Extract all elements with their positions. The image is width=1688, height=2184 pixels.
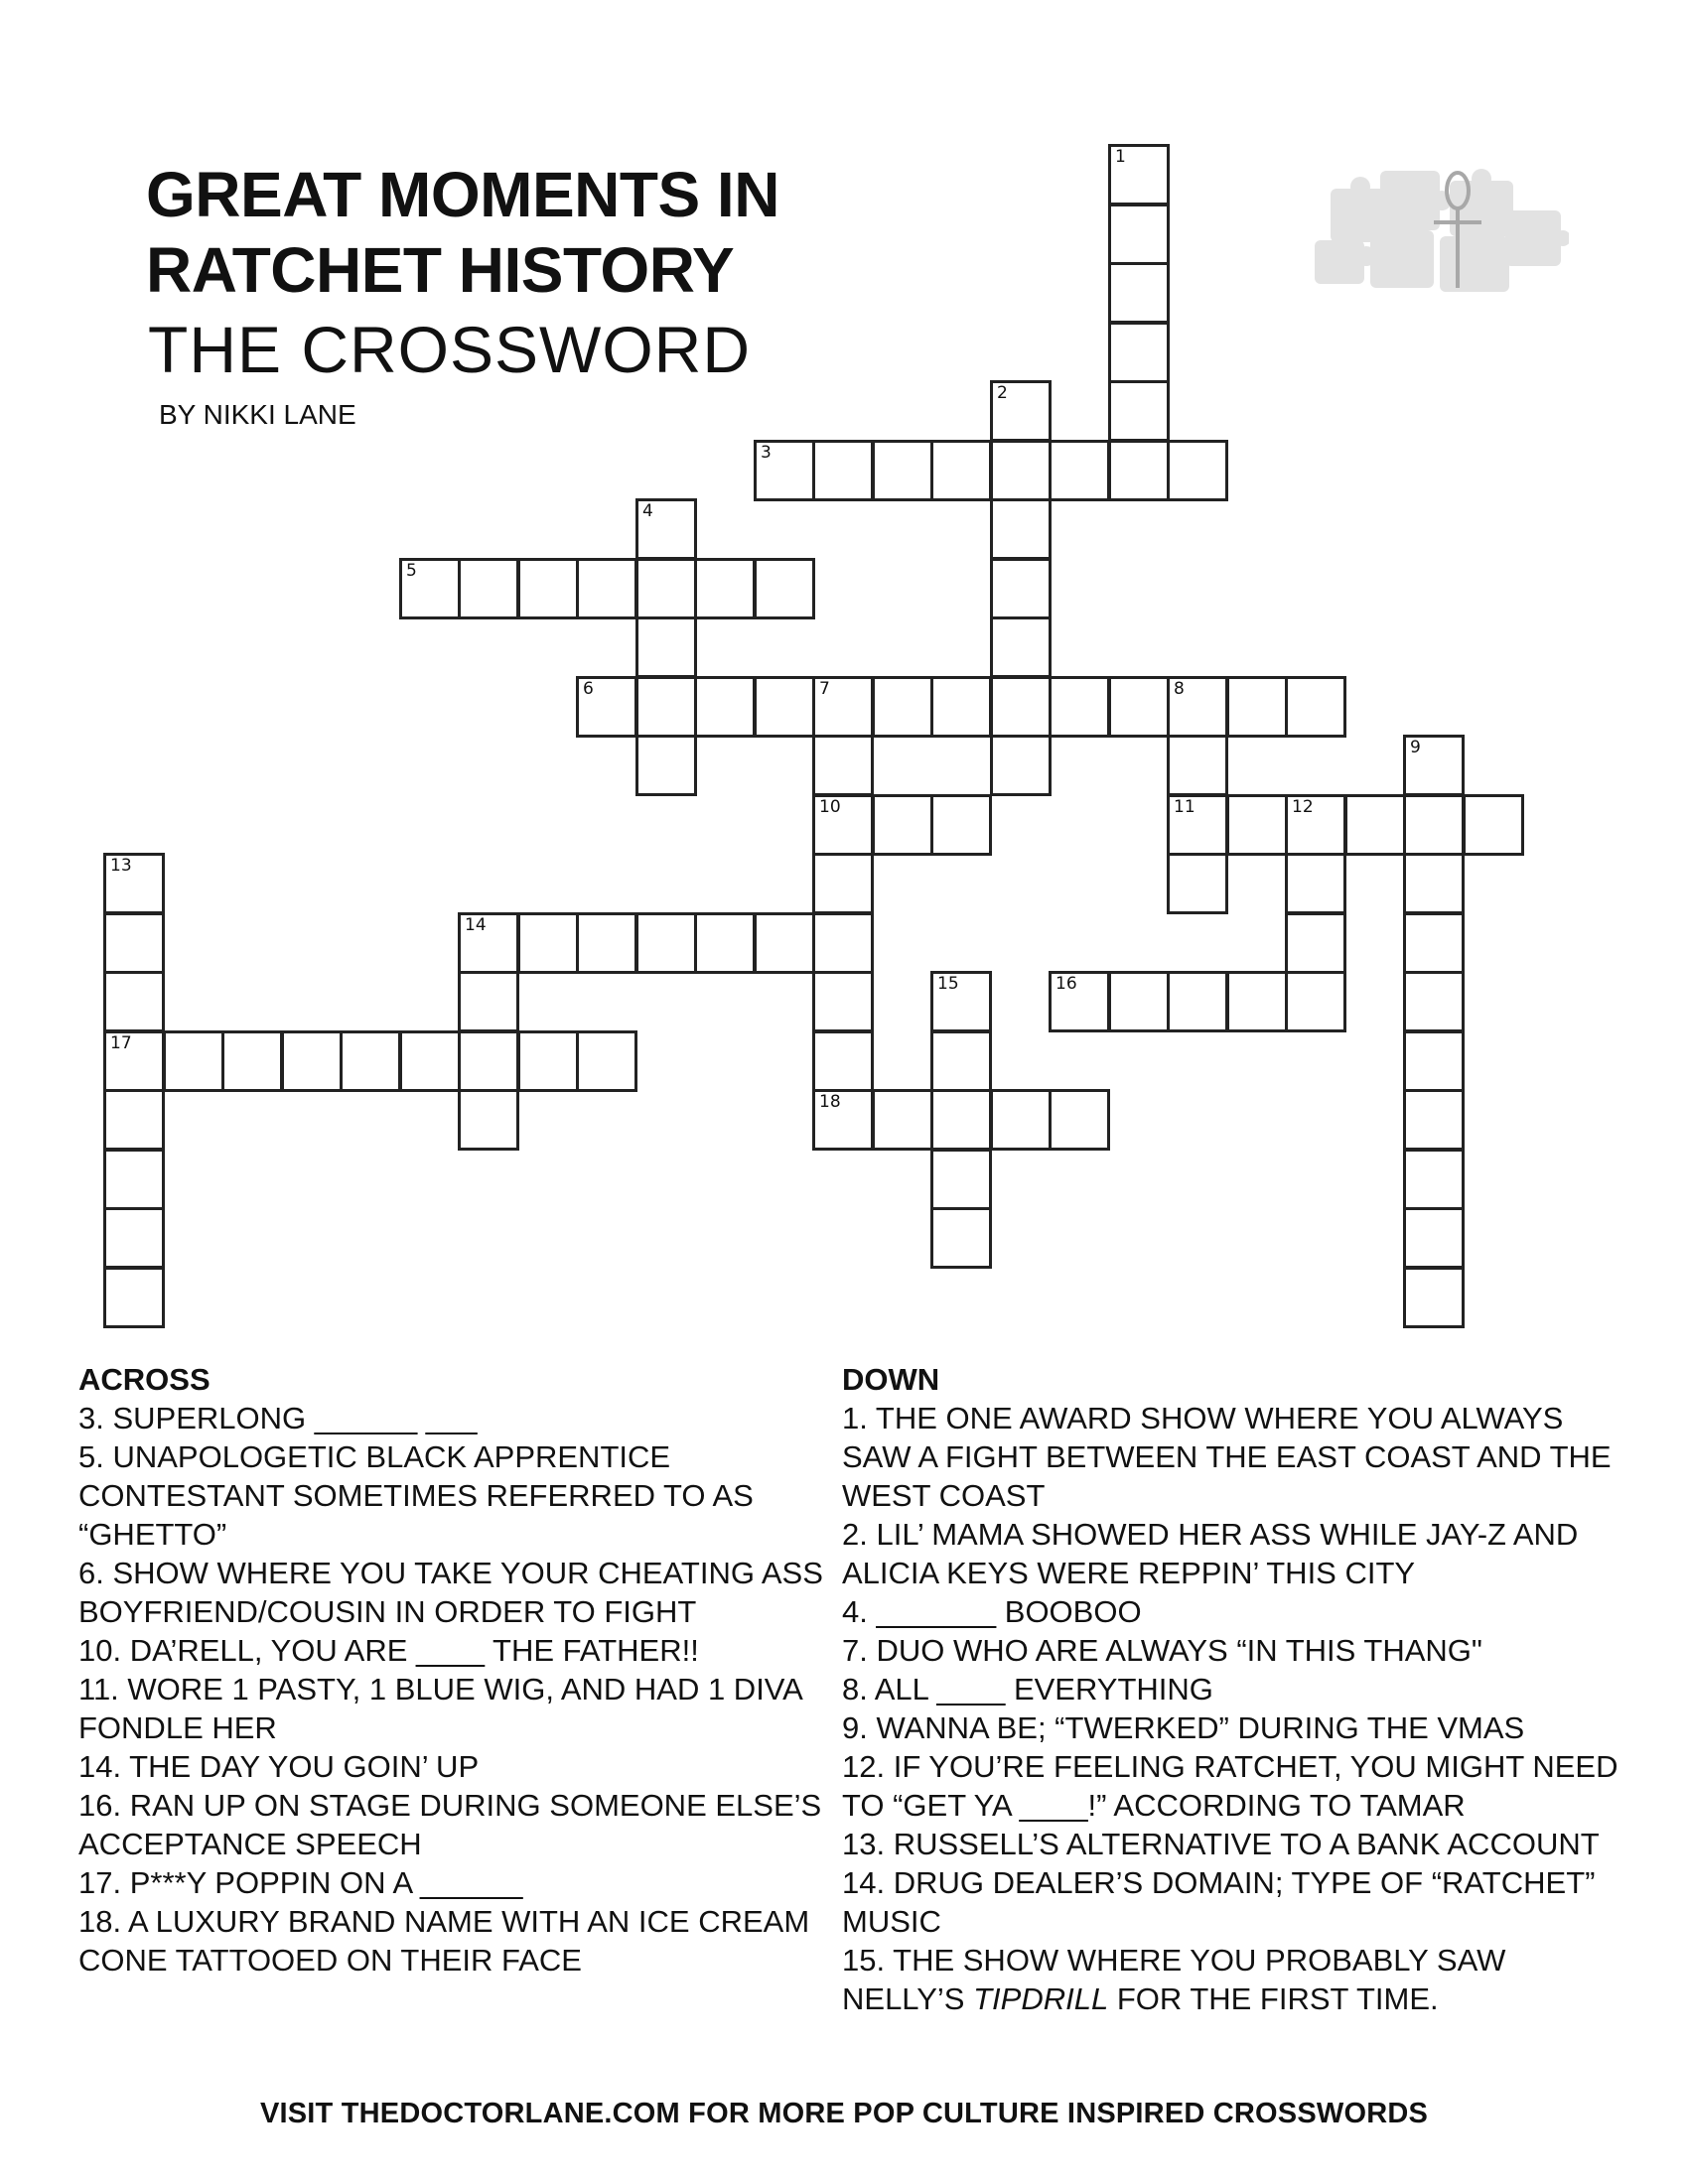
title-line-2: RATCHET HISTORY	[146, 234, 735, 306]
grid-cell[interactable]	[635, 912, 697, 974]
grid-cell[interactable]	[1403, 794, 1465, 856]
grid-cell[interactable]	[812, 676, 874, 738]
grid-cell[interactable]	[399, 558, 461, 619]
grid-cell[interactable]	[458, 971, 519, 1032]
clue-across-18: 18. A LUXURY BRAND NAME WITH AN ICE CREAM CONE TATTOOED ON THEIR FACE	[78, 1904, 810, 1978]
grid-cell[interactable]	[694, 676, 756, 738]
grid-cell[interactable]	[1108, 676, 1170, 738]
title-line-1: GREAT MOMENTS IN	[146, 159, 779, 230]
grid-cell[interactable]	[1463, 794, 1524, 856]
grid-cell[interactable]	[635, 498, 697, 560]
grid-cell[interactable]	[990, 735, 1052, 796]
footer-rest: FOR MORE POP CULTURE INSPIRED CROSSWORDS	[679, 2098, 1429, 2129]
clue-number: 18	[819, 1092, 841, 1112]
grid-cell[interactable]	[990, 558, 1052, 619]
grid-cell[interactable]	[1108, 204, 1170, 265]
grid-cell[interactable]	[576, 1030, 637, 1092]
grid-cell[interactable]	[1285, 794, 1346, 856]
subtitle: THE CROSSWORD	[148, 313, 751, 386]
grid-cell[interactable]	[1403, 735, 1465, 796]
grid-cell[interactable]	[1049, 676, 1110, 738]
grid-cell[interactable]	[103, 1089, 165, 1151]
footer	[0, 2098, 1688, 2130]
clue-down-1: 1. THE ONE AWARD SHOW WHERE YOU ALWAYS SAW A FIGHT BETWEEN THE EAST COAST AND THE WEST COAST	[842, 1401, 1612, 1513]
clue-number: 17	[110, 1033, 132, 1053]
grid-cell[interactable]	[399, 1030, 461, 1092]
grid-cell[interactable]	[990, 380, 1052, 442]
grid-cell[interactable]	[694, 912, 756, 974]
grid-cell[interactable]	[812, 794, 874, 856]
grid-cell[interactable]	[812, 912, 874, 974]
grid-cell[interactable]	[1285, 971, 1346, 1032]
clue-number: 2	[997, 383, 1008, 403]
clue-down-2: 2. LIL’ MAMA SHOWED HER ASS WHILE JAY-Z AND ALICIA KEYS WERE REPPIN’ THIS CITY	[842, 1517, 1579, 1590]
grid-cell[interactable]	[812, 440, 874, 501]
across-clues	[78, 1360, 833, 1979]
grid-cell[interactable]	[1108, 380, 1170, 442]
grid-cell[interactable]	[1108, 322, 1170, 383]
clue-across-3: 3. SUPERLONG ______ ___	[78, 1401, 478, 1435]
grid-cell[interactable]	[576, 558, 637, 619]
grid-cell[interactable]	[872, 794, 933, 856]
grid-cell[interactable]	[1226, 971, 1288, 1032]
grid-cell[interactable]	[1167, 676, 1228, 738]
clue-across-17: 17. P***Y POPPIN ON A ______	[78, 1865, 523, 1900]
grid-cell[interactable]	[103, 912, 165, 974]
grid-cell[interactable]	[872, 440, 933, 501]
clue-number: 5	[406, 561, 417, 581]
grid-cell[interactable]	[576, 912, 637, 974]
grid-cell[interactable]	[930, 1089, 992, 1151]
clue-number: 3	[761, 443, 772, 463]
clue-15-suffix: FOR THE FIRST TIME.	[1108, 1981, 1439, 2016]
grid-cell[interactable]	[1167, 735, 1228, 796]
grid-cell[interactable]	[754, 440, 815, 501]
grid-cell[interactable]	[872, 676, 933, 738]
grid-cell[interactable]	[103, 1149, 165, 1210]
grid-cell[interactable]	[517, 1030, 579, 1092]
grid-cell[interactable]	[1049, 1089, 1110, 1151]
grid-cell[interactable]	[1049, 440, 1110, 501]
byline: BY NIKKI LANE	[159, 399, 356, 430]
clue-number: 7	[819, 679, 830, 699]
clue-number: 8	[1174, 679, 1185, 699]
down-clues	[842, 1360, 1626, 2018]
clue-down-15	[842, 1941, 1626, 2018]
clue-down-8: 8. ALL ____ EVERYTHING	[842, 1672, 1213, 1706]
grid-cell[interactable]	[1403, 1207, 1465, 1269]
clue-number: 9	[1410, 738, 1421, 757]
grid-cell[interactable]	[103, 1207, 165, 1269]
grid-cell[interactable]	[221, 1030, 283, 1092]
clue-down-14: 14. DRUG DEALER’S DOMAIN; TYPE OF “RATCHET” MUSIC	[842, 1865, 1596, 1939]
grid-cell[interactable]	[812, 735, 874, 796]
grid-cell[interactable]	[103, 971, 165, 1032]
grid-cell[interactable]	[103, 1030, 165, 1092]
grid-cell[interactable]	[1226, 794, 1288, 856]
grid-cell[interactable]	[163, 1030, 224, 1092]
grid-cell[interactable]	[1403, 1267, 1465, 1328]
clue-across-5: 5. UNAPOLOGETIC BLACK APPRENTICE CONTESTANT SOMETIMES REFERRED TO AS “GHETTO”	[78, 1439, 754, 1552]
grid-cell[interactable]	[1403, 1030, 1465, 1092]
grid-cell[interactable]	[990, 1089, 1052, 1151]
clue-across-6: 6. SHOW WHERE YOU TAKE YOUR CHEATING ASS BOYFRIEND/COUSIN IN ORDER TO FIGHT	[78, 1556, 823, 1629]
clue-number: 4	[642, 501, 653, 521]
grid-cell[interactable]	[1167, 853, 1228, 914]
clue-down-13: 13. RUSSELL’S ALTERNATIVE TO A BANK ACCOUNT	[842, 1827, 1600, 1861]
clue-across-11: 11. WORE 1 PASTY, 1 BLUE WIG, AND HAD 1 DIVA FONDLE HER	[78, 1672, 802, 1745]
grid-cell[interactable]	[1108, 262, 1170, 324]
grid-cell[interactable]	[1403, 971, 1465, 1032]
grid-cell[interactable]	[754, 558, 815, 619]
grid-cell[interactable]	[990, 440, 1052, 501]
down-heading: DOWN	[842, 1362, 940, 1397]
grid-cell[interactable]	[990, 676, 1052, 738]
clue-number: 1	[1115, 147, 1126, 167]
grid-cell[interactable]	[1108, 144, 1170, 205]
grid-cell[interactable]	[1108, 971, 1170, 1032]
grid-cell[interactable]	[635, 676, 697, 738]
grid-cell[interactable]	[1403, 853, 1465, 914]
clue-15-prefix: 15. THE SHOW WHERE YOU PROBABLY SAW NELLY’S	[842, 1943, 1506, 2016]
clue-across-16: 16. RAN UP ON STAGE DURING SOMEONE ELSE’S ACCEPTANCE SPEECH	[78, 1788, 822, 1861]
clue-15-italic: TIPDRILL	[973, 1981, 1109, 2016]
clue-number: 11	[1174, 797, 1196, 817]
clue-number: 13	[110, 856, 132, 876]
clue-down-4: 4. _______ BOOBOO	[842, 1594, 1142, 1629]
grid-cell[interactable]	[635, 616, 697, 678]
grid-cell[interactable]	[1167, 440, 1228, 501]
grid-cell[interactable]	[754, 912, 815, 974]
grid-cell[interactable]	[812, 1030, 874, 1092]
grid-cell[interactable]	[1285, 912, 1346, 974]
grid-cell[interactable]	[1167, 971, 1228, 1032]
grid-cell[interactable]	[103, 853, 165, 914]
grid-cell[interactable]	[694, 558, 756, 619]
footer-site-link[interactable]: THEDOCTORLANE.COM	[341, 2098, 680, 2129]
grid-cell[interactable]	[930, 971, 992, 1032]
footer-visit: VISIT	[259, 2098, 342, 2129]
clue-down-9: 9. WANNA BE; “TWERKED” DURING THE VMAS	[842, 1710, 1525, 1745]
clue-across-14: 14. THE DAY YOU GOIN’ UP	[78, 1749, 480, 1784]
grid-cell[interactable]	[517, 558, 579, 619]
grid-cell[interactable]	[812, 1089, 874, 1151]
grid-cell[interactable]	[340, 1030, 401, 1092]
grid-cell[interactable]	[576, 676, 637, 738]
grid-cell[interactable]	[458, 1030, 519, 1092]
grid-cell[interactable]	[1344, 794, 1406, 856]
grid-cell[interactable]	[1049, 971, 1110, 1032]
grid-cell[interactable]	[1108, 440, 1170, 501]
grid-cell[interactable]	[458, 912, 519, 974]
grid-cell[interactable]	[635, 558, 697, 619]
grid-cell[interactable]	[930, 676, 992, 738]
grid-cell[interactable]	[1403, 1149, 1465, 1210]
clue-number: 14	[465, 915, 487, 935]
grid-cell[interactable]	[872, 1089, 933, 1151]
clue-number: 12	[1292, 797, 1314, 817]
grid-cell[interactable]	[930, 1207, 992, 1269]
grid-cell[interactable]	[812, 971, 874, 1032]
grid-cell[interactable]	[635, 735, 697, 796]
grid-cell[interactable]	[930, 794, 992, 856]
grid-cell[interactable]	[930, 1149, 992, 1210]
grid-cell[interactable]	[1403, 1089, 1465, 1151]
grid-cell[interactable]	[1403, 912, 1465, 974]
grid-cell[interactable]	[990, 616, 1052, 678]
grid-cell[interactable]	[990, 498, 1052, 560]
grid-cell[interactable]	[930, 1030, 992, 1092]
grid-cell[interactable]	[1285, 853, 1346, 914]
grid-cell[interactable]	[458, 1089, 519, 1151]
clue-number: 15	[937, 974, 959, 994]
clue-number: 16	[1055, 974, 1077, 994]
clue-down-12: 12. IF YOU’RE FEELING RATCHET, YOU MIGHT NEED TO “GET YA ____!” ACCORDING TO TAMAR	[842, 1749, 1618, 1823]
grid-cell[interactable]	[281, 1030, 343, 1092]
grid-cell[interactable]	[1285, 676, 1346, 738]
clue-down-7: 7. DUO WHO ARE ALWAYS “IN THIS THANG"	[842, 1633, 1482, 1668]
grid-cell[interactable]	[517, 912, 579, 974]
clue-number: 6	[583, 679, 594, 699]
grid-cell[interactable]	[458, 558, 519, 619]
grid-cell[interactable]	[812, 853, 874, 914]
grid-cell[interactable]	[103, 1267, 165, 1328]
clue-across-10: 10. DA’RELL, YOU ARE ____ THE FATHER!!	[78, 1633, 699, 1668]
grid-cell[interactable]	[754, 676, 815, 738]
across-heading: ACROSS	[78, 1362, 211, 1397]
grid-cell[interactable]	[1167, 794, 1228, 856]
clue-number: 10	[819, 797, 841, 817]
grid-cell[interactable]	[930, 440, 992, 501]
grid-cell[interactable]	[1226, 676, 1288, 738]
